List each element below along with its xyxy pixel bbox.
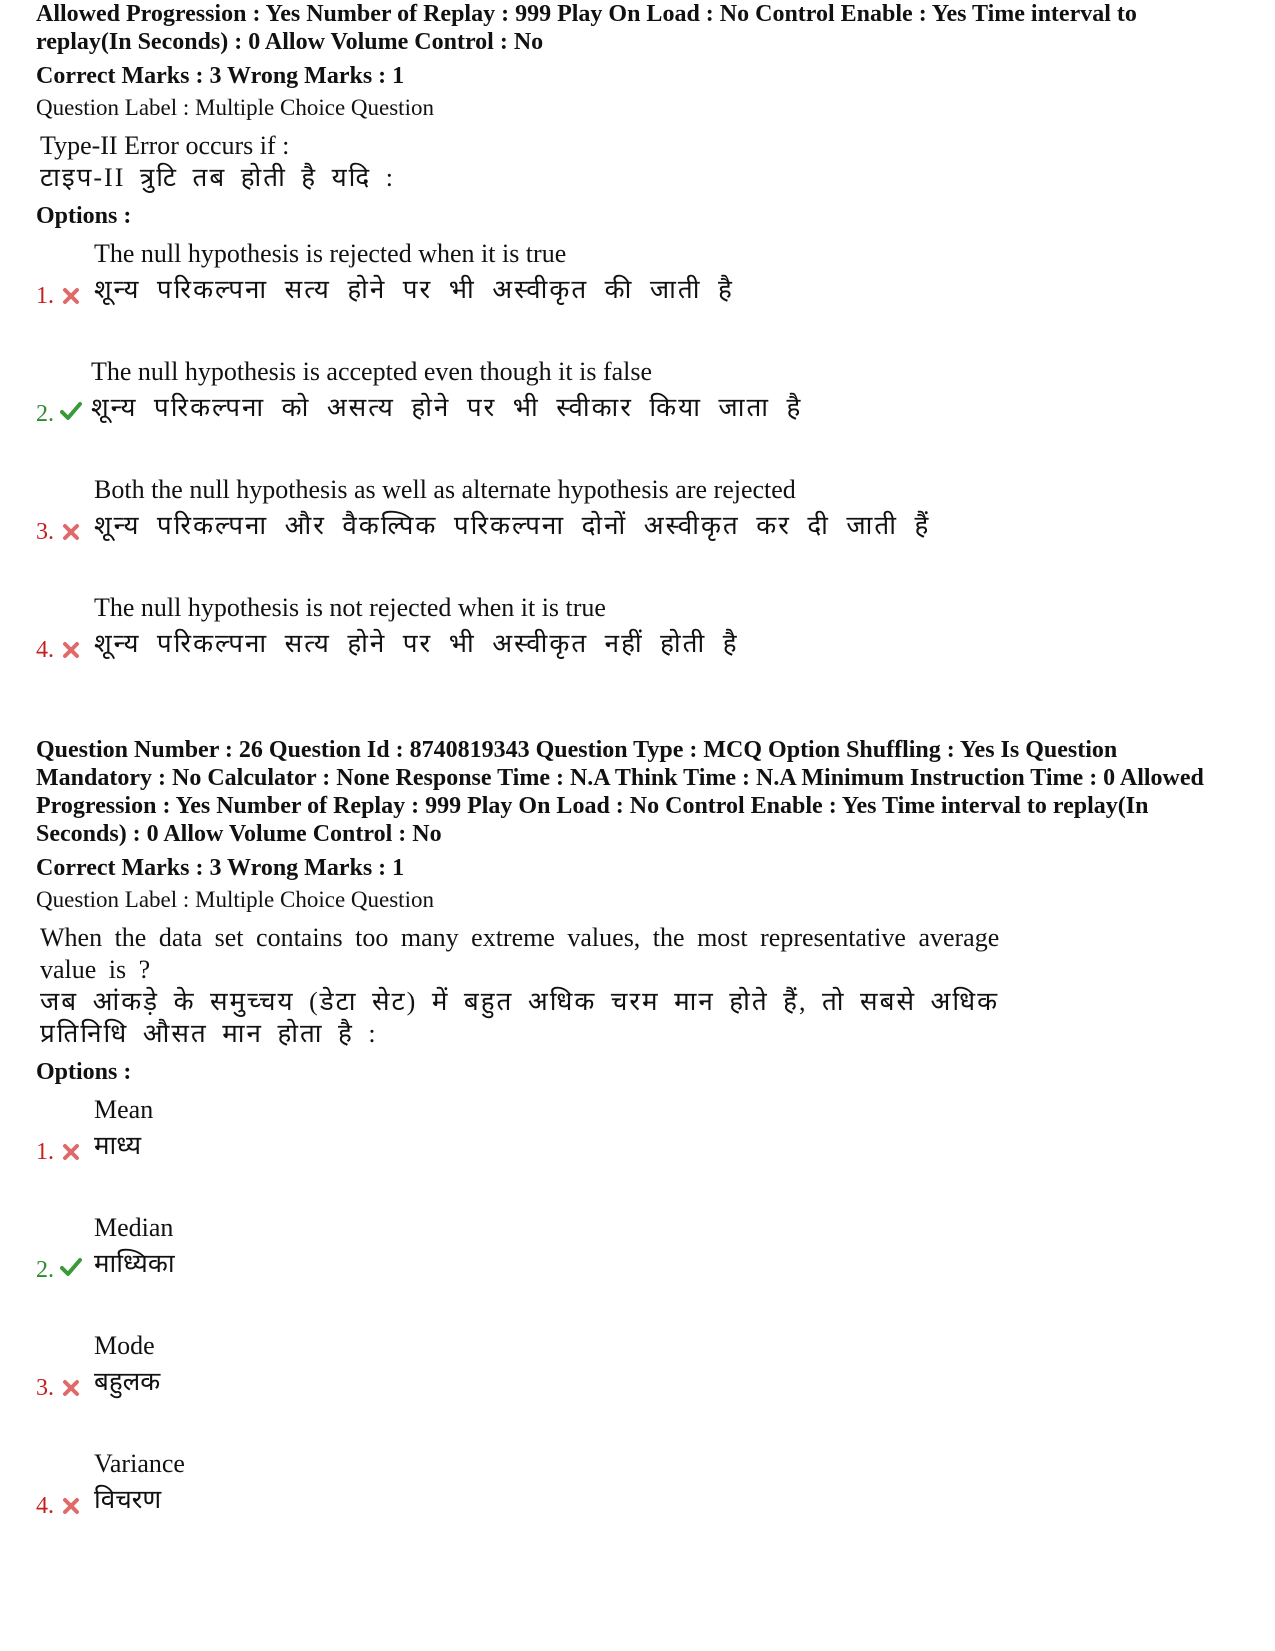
option-number: 1. <box>36 1139 54 1165</box>
cross-icon <box>60 1495 82 1517</box>
option-text-english: Median <box>94 1213 174 1242</box>
option-number: 3. <box>36 1375 54 1401</box>
question-text-english: When the data set contains too many extreme values, the most representative average value is ? <box>40 923 1000 984</box>
option-text <box>94 1092 153 1164</box>
option-text <box>94 472 930 544</box>
option-text-hindi: शून्य परिकल्पना सत्य होने पर भी अस्वीकृत नहीं होती है <box>94 629 739 658</box>
option-1 <box>36 230 1236 348</box>
option-3 <box>36 1322 1236 1440</box>
option-text-hindi: विचरण <box>94 1485 162 1514</box>
option-text <box>94 1210 175 1282</box>
cross-icon <box>60 639 82 661</box>
option-number: 3. <box>36 519 54 545</box>
option-text-english: The null hypothesis is not rejected when it is true <box>94 593 606 622</box>
marks-line: Correct Marks : 3 Wrong Marks : 1 <box>36 63 405 89</box>
question-label: Question Label : Multiple Choice Question <box>36 95 434 120</box>
option-4 <box>36 1440 1236 1558</box>
option-number: 1. <box>36 283 54 309</box>
option-text-hindi: माध्य <box>94 1131 142 1160</box>
option-text <box>94 1446 185 1518</box>
option-text <box>94 236 734 308</box>
option-text-english: Variance <box>94 1449 185 1478</box>
marks-line: Correct Marks : 3 Wrong Marks : 1 <box>36 855 405 881</box>
cross-icon <box>60 521 82 543</box>
option-number: 4. <box>36 1493 54 1519</box>
option-3 <box>36 466 1236 584</box>
option-text-english: The null hypothesis is accepted even though it is false <box>91 357 653 386</box>
option-text-english: Mean <box>94 1095 154 1124</box>
question-26 <box>36 736 1236 1558</box>
question-text-english: Type-II Error occurs if : <box>40 131 290 160</box>
option-text-hindi: बहुलक <box>94 1367 161 1396</box>
question-text-hindi: टाइप-II त्रुटि तब होती है यदि : <box>40 163 395 192</box>
question-text <box>40 130 1236 194</box>
check-icon <box>60 1256 82 1278</box>
question-meta: Question Number : 26 Question Id : 8740819343 Question Type : MCQ Option Shuffling : Yes Is Question Mandatory : No Calculator : None Response Time : N.A Think Time : N.A Minimum Instruction Time : 0 Allowed Progression : Yes Number of Replay : 999 Play On Load : No Control Enable : Yes Time interval to replay(In Seconds) : 0 Allow Volume Control : No <box>36 737 1204 847</box>
option-2 <box>36 1204 1236 1322</box>
option-text-hindi: माध्यिका <box>94 1249 175 1278</box>
option-number: 2. <box>36 1257 54 1283</box>
cross-icon <box>60 1377 82 1399</box>
option-2 <box>36 348 1236 466</box>
option-text-english: Mode <box>94 1331 155 1360</box>
question-text <box>40 922 1020 1050</box>
option-text <box>94 1328 160 1400</box>
option-text-english: The null hypothesis is rejected when it is true <box>94 239 567 268</box>
options-heading: Options : <box>36 203 132 229</box>
option-number: 2. <box>36 401 54 427</box>
option-text <box>91 354 802 426</box>
question-meta: Allowed Progression : Yes Number of Replay : 999 Play On Load : No Control Enable : Yes Time interval to replay(In Seconds) : 0 Allow Volume Control : No <box>36 1 1137 55</box>
option-text-hindi: शून्य परिकल्पना सत्य होने पर भी अस्वीकृत की जाती है <box>94 275 734 304</box>
option-4 <box>36 584 1236 702</box>
cross-icon <box>60 285 82 307</box>
option-text <box>94 590 739 662</box>
question-label: Question Label : Multiple Choice Question <box>36 887 434 912</box>
document-page <box>36 0 1236 1558</box>
question-text-hindi: जब आंकड़े के समुच्चय (डेटा सेट) में बहुत अधिक चरम मान होते हैं, तो सबसे अधिक प्रतिनिधि औसत मान होता है : <box>40 987 1000 1048</box>
option-number: 4. <box>36 637 54 663</box>
question-25 <box>36 0 1236 702</box>
option-1 <box>36 1086 1236 1204</box>
option-text-english: Both the null hypothesis as well as alternate hypothesis are rejected <box>94 475 796 504</box>
options-heading: Options : <box>36 1059 132 1085</box>
option-text-hindi: शून्य परिकल्पना और वैकल्पिक परिकल्पना दोनों अस्वीकृत कर दी जाती हैं <box>94 511 931 540</box>
cross-icon <box>60 1141 82 1163</box>
check-icon <box>60 400 82 422</box>
option-text-hindi: शून्य परिकल्पना को असत्य होने पर भी स्वीकार किया जाता है <box>91 393 803 422</box>
